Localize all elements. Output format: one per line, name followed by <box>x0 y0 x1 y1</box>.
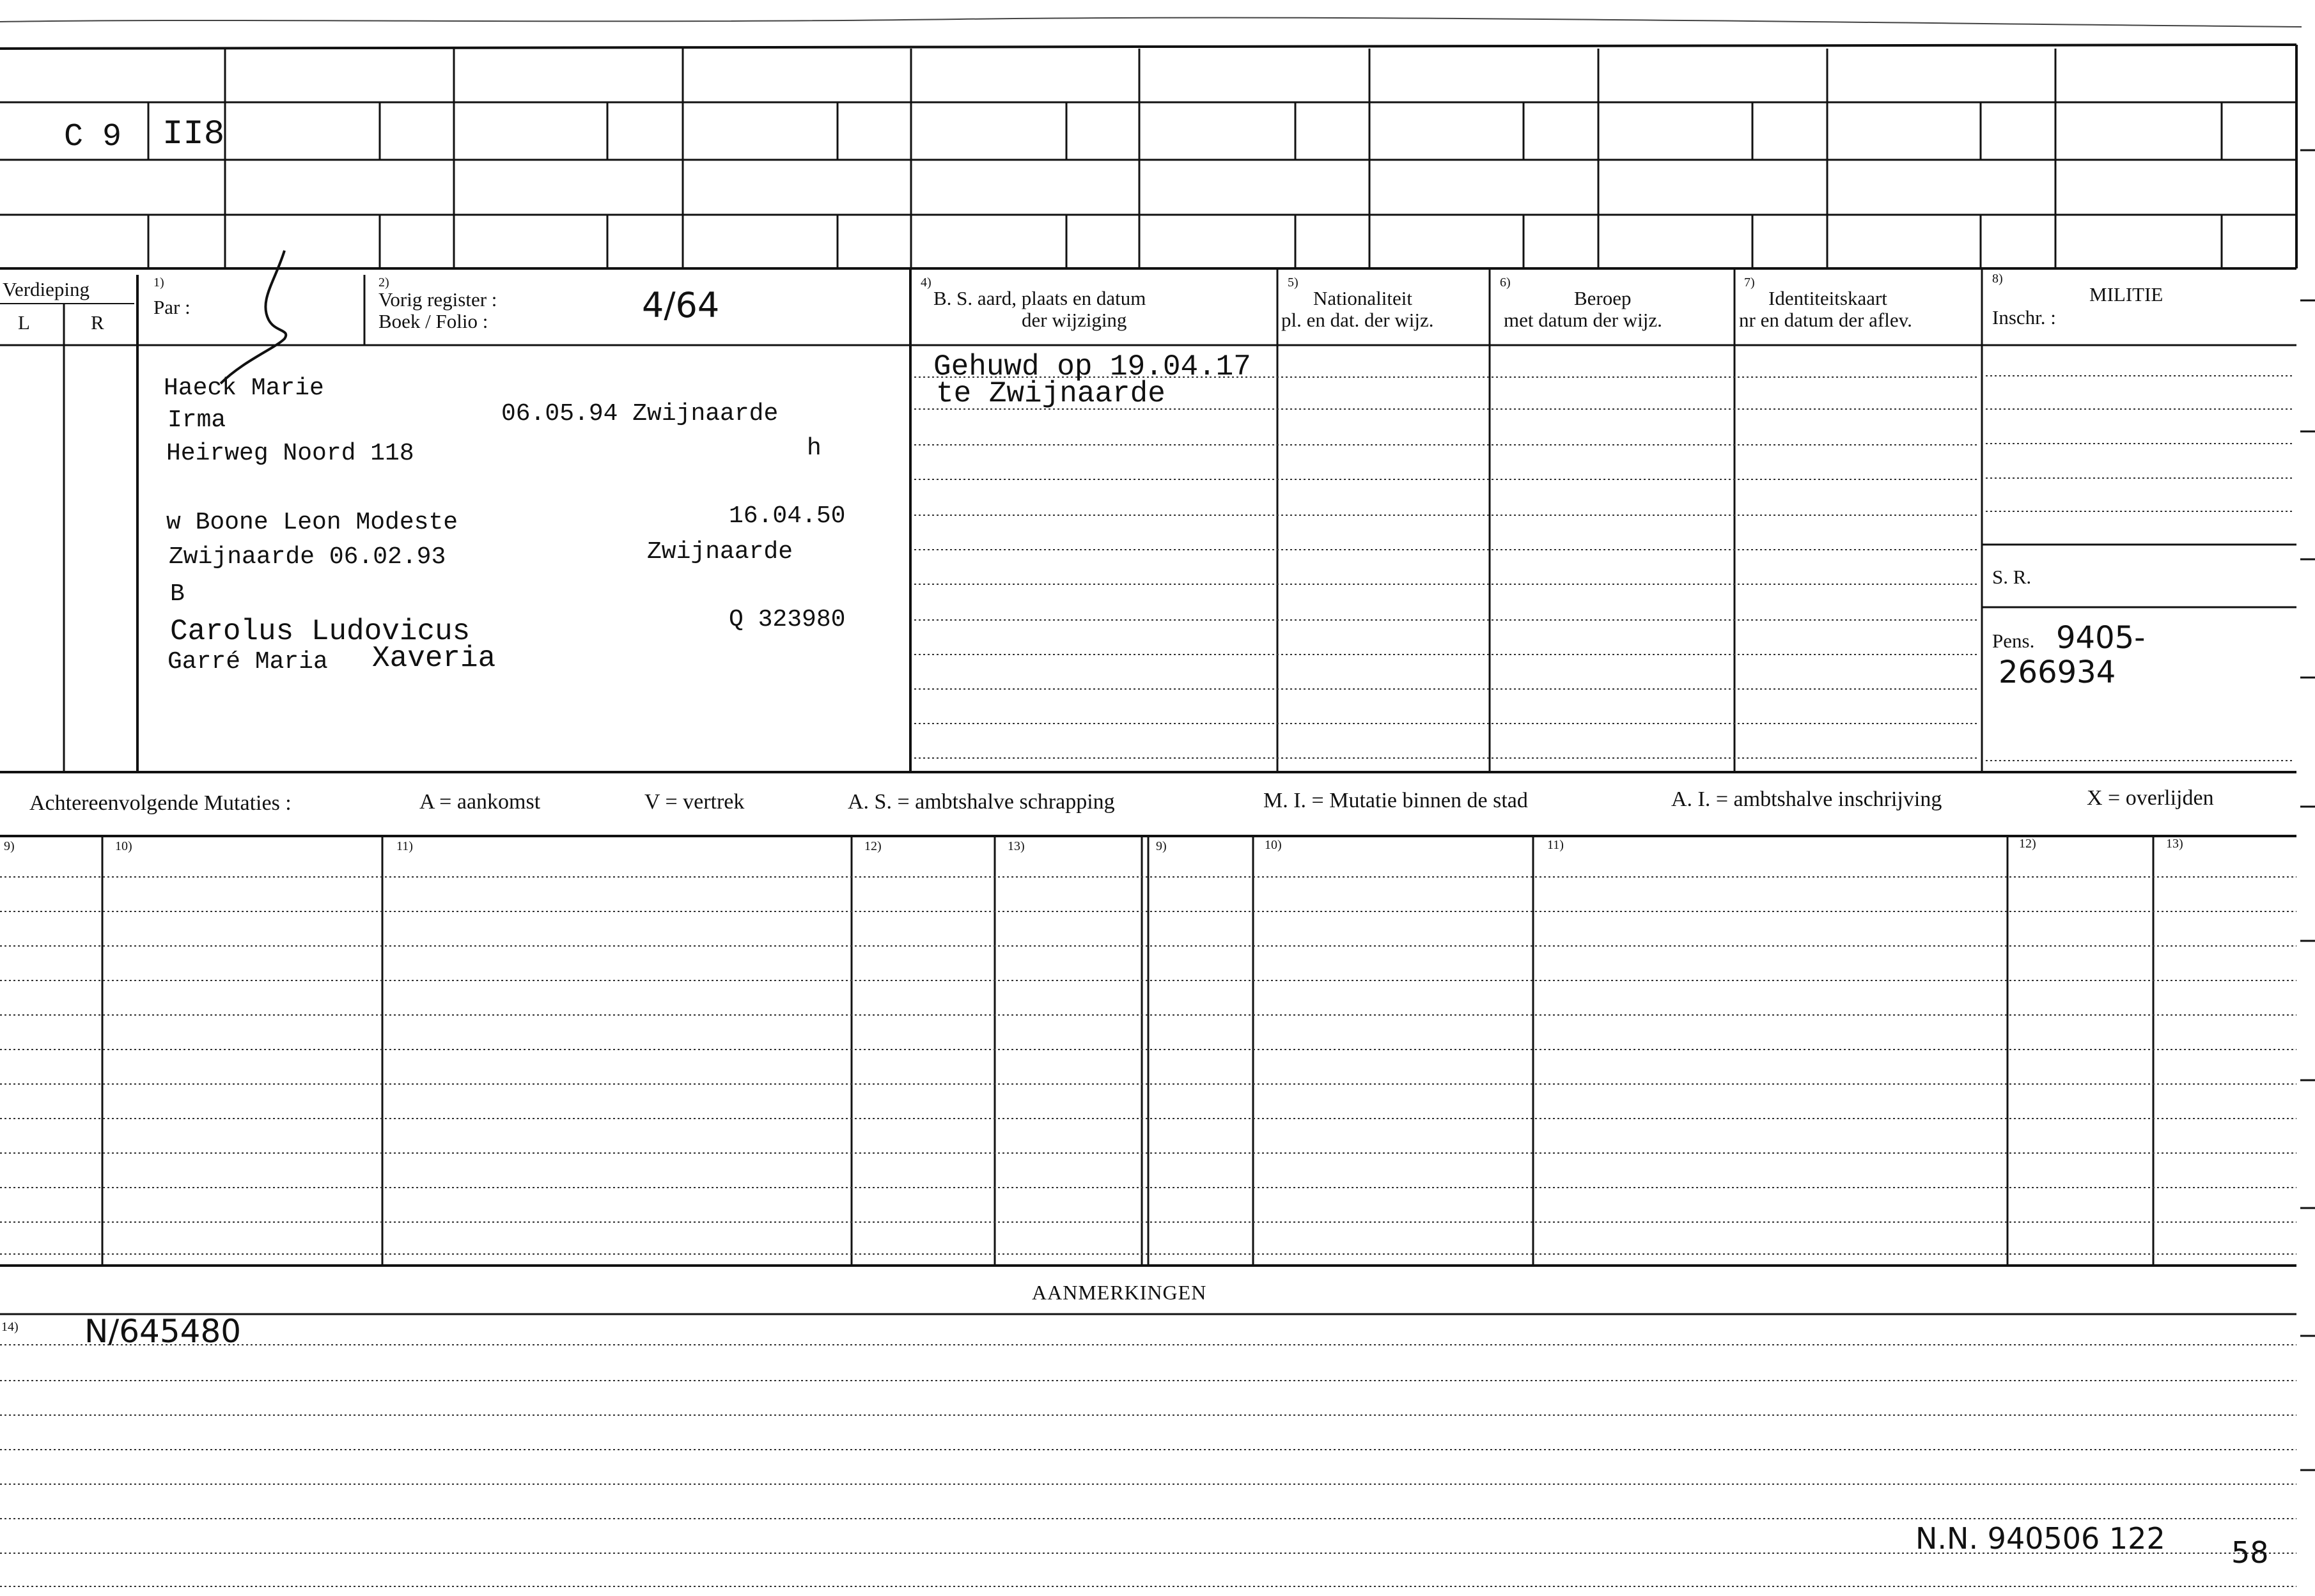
person-name: Haeck Marie <box>164 375 324 402</box>
bs-header-line1: B. S. aard, plaats en datum <box>933 287 1146 309</box>
legend-as: A. S. = ambtshalve schrapping <box>848 790 1115 814</box>
boek-folio-label: Boek / Folio : <box>378 310 488 332</box>
verdieping-label: Verdieping <box>3 278 90 300</box>
register-code-left: C 9 <box>64 119 122 155</box>
field-5-number: 5) <box>1288 275 1298 290</box>
spouse-birth: Zwijnaarde 06.02.93 <box>169 543 446 571</box>
vorig-register-label: Vorig register : <box>378 288 497 311</box>
mutation-col-11: 11) <box>396 839 413 853</box>
col-l-label: L <box>18 311 30 334</box>
mutation-col-9b: 9) <box>1156 839 1167 853</box>
field-7-number: 7) <box>1744 275 1755 290</box>
nationaliteit-line2: pl. en dat. der wijz. <box>1281 309 1434 331</box>
vorig-register-value: 4/64 <box>642 285 720 325</box>
legend-x: X = overlijden <box>2087 786 2214 810</box>
legend-a: A = aankomst <box>419 790 541 814</box>
mutation-col-13: 13) <box>1008 839 1025 853</box>
legend-ai: A. I. = ambtshalve inschrijving <box>1671 787 1942 811</box>
sr-label: S. R. <box>1992 566 2032 588</box>
identiteitskaart-line2: nr en datum der aflev. <box>1739 309 1912 331</box>
aanmerkingen-value: N/645480 <box>84 1313 242 1350</box>
father-name: Carolus Ludovicus <box>170 615 471 648</box>
beroep-line1: Beroep <box>1574 287 1632 309</box>
aanmerkingen-title: AANMERKINGEN <box>1032 1281 1207 1304</box>
identiteitskaart-line1: Identiteitskaart <box>1768 287 1887 309</box>
person-h-mark: h <box>807 435 822 462</box>
b-mark: B <box>170 580 185 608</box>
id-code: Q 323980 <box>729 606 846 633</box>
pens-value-1: 9405- <box>2056 620 2146 656</box>
legend-mi: M. I. = Mutatie binnen de stad <box>1263 789 1528 812</box>
beroep-line2: met datum der wijz. <box>1504 309 1662 331</box>
spouse-place: Zwijnaarde <box>647 538 793 566</box>
inschr-label: Inschr. : <box>1992 306 2056 329</box>
person-address: Heirweg Noord 118 <box>166 440 414 467</box>
person-given-name: Irma <box>168 407 226 434</box>
mother-extra-name: Xaveria <box>372 642 496 675</box>
field-1-number: 1) <box>153 275 164 290</box>
field-8-number: 8) <box>1992 272 2003 286</box>
mutation-col-9: 9) <box>4 839 15 853</box>
field-2-number: 2) <box>378 275 389 290</box>
mutation-col-13b: 13) <box>2166 837 2183 851</box>
pens-label: Pens. <box>1992 630 2035 652</box>
mutation-col-10: 10) <box>115 839 132 853</box>
par-label: Par : <box>153 296 191 318</box>
militie-label: MILITIE <box>2089 283 2163 306</box>
col-r-label: R <box>91 311 104 334</box>
person-birth: 06.05.94 Zwijnaarde <box>501 400 779 428</box>
civil-status-line1: Gehuwd op 19.04.17 <box>933 350 1251 384</box>
bs-header-line2: der wijziging <box>1022 309 1127 331</box>
mutaties-label: Achtereenvolgende Mutaties : <box>29 791 292 815</box>
aanmerkingen-number: 14) <box>1 1320 19 1334</box>
spouse-date: 16.04.50 <box>729 502 846 530</box>
field-6-number: 6) <box>1500 275 1511 290</box>
civil-status-line2: te Zwijnaarde <box>936 377 1165 410</box>
mother-name: Garré Maria <box>168 648 328 676</box>
page-number: 58 <box>2231 1535 2269 1570</box>
mutation-col-12b: 12) <box>2019 837 2036 851</box>
mutation-col-11b: 11) <box>1547 838 1564 852</box>
spouse-name: w Boone Leon Modeste <box>166 509 458 536</box>
mutation-col-12: 12) <box>864 839 882 853</box>
nn-number: N.N. 940506 122 <box>1915 1521 2165 1556</box>
legend-v: V = vertrek <box>644 790 745 814</box>
nationaliteit-line1: Nationaliteit <box>1313 287 1412 309</box>
mutation-col-10b: 10) <box>1265 838 1282 852</box>
field-4-number: 4) <box>921 275 931 290</box>
pens-value-2: 266934 <box>1999 655 2116 690</box>
register-code-right: II8 <box>162 115 225 154</box>
